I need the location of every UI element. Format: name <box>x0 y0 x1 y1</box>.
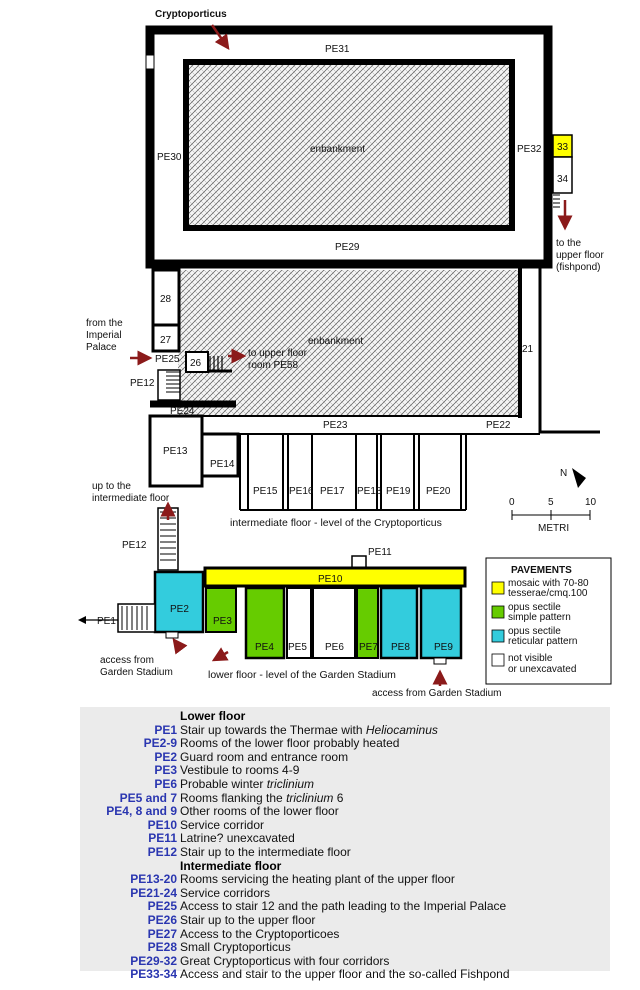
legend-row <box>80 928 510 942</box>
legend-code: PE1 <box>154 722 177 737</box>
legend-code: PE2-9 <box>143 736 177 751</box>
note-upper-floor-3: (fishpond) <box>556 262 601 273</box>
note-imperial-3: Palace <box>86 342 117 353</box>
legend-row <box>80 737 510 751</box>
legend-description <box>180 724 510 738</box>
legend-code: PE10 <box>147 817 177 832</box>
stair-34-steps <box>553 195 560 207</box>
legend-row <box>80 805 510 819</box>
legend-row <box>80 764 510 778</box>
pavements-title: PAVEMENTS <box>511 565 572 576</box>
label-embankment-lower: enbankment <box>308 336 364 347</box>
legend-desc-text-before: Stair up towards the Thermae with <box>180 722 366 737</box>
legend-description <box>180 792 510 806</box>
legend-code: PE28 <box>147 940 177 955</box>
note-upper-floor-1: to the <box>556 238 582 249</box>
legend-description <box>180 955 510 969</box>
legend-desc-text-before: Rooms flanking the <box>180 790 287 805</box>
legend-row <box>80 941 510 955</box>
legend-desc-text-before: Vestibule to rooms 4-9 <box>180 763 300 778</box>
note-upper-floor-2: upper floor <box>556 250 604 261</box>
label-pe24: PE24 <box>170 406 195 417</box>
legend-desc-italic: triclinium <box>286 790 334 805</box>
legend-code: PE29-32 <box>130 953 177 968</box>
label-pe1: PE1 <box>97 616 116 627</box>
legend-description <box>180 832 510 846</box>
label-pe31: PE31 <box>325 44 350 55</box>
legend-code: PE12 <box>147 844 177 859</box>
note-access2: access from Garden Stadium <box>372 688 502 699</box>
legend-description <box>180 737 510 751</box>
corridor-pe21 <box>518 264 522 418</box>
label-pe9: PE9 <box>434 642 453 653</box>
legend-desc-text-before: Access to the Cryptoporticoes <box>180 926 340 941</box>
legend-code: PE3 <box>154 763 177 778</box>
title-cryptoporticus: Cryptoporticus <box>155 9 227 20</box>
legend-desc-text-before: Service corridor <box>180 817 265 832</box>
legend-desc-text-before: Latrine? unexcavated <box>180 831 295 846</box>
pav-2-l1: opus sectile <box>508 602 561 613</box>
legend-code: PE33-34 <box>130 967 177 982</box>
label-28: 28 <box>160 294 172 305</box>
legend-row <box>80 846 510 860</box>
label-pe12-lower: PE12 <box>122 540 147 551</box>
legend-heading-row <box>80 710 510 724</box>
swatch-mosaic <box>492 582 504 594</box>
swatch-simple <box>492 606 504 618</box>
note-room58-2: room PE58 <box>248 360 299 371</box>
legend-description <box>180 900 510 914</box>
outer-right-wall <box>540 264 600 432</box>
north-arrow-icon <box>572 468 586 488</box>
pav-1-l2: tesserae/cmq.100 <box>508 588 588 599</box>
note-room58-1: to upper floor <box>248 348 307 359</box>
label-27: 27 <box>160 335 172 346</box>
label-pe3: PE3 <box>213 616 232 627</box>
legend-desc-text-after: 6 <box>333 790 344 805</box>
legend-desc-italic: Heliocaminus <box>365 722 438 737</box>
label-pe23: PE23 <box>323 420 348 431</box>
pav-3-l1: opus sectile <box>508 626 561 637</box>
swatch-not-visible <box>492 654 504 666</box>
label-pe13: PE13 <box>163 446 188 457</box>
caption-lower-level: lower floor - level of the Garden Stadium <box>208 669 396 681</box>
swatch-reticular <box>492 630 504 642</box>
label-pe30: PE30 <box>157 152 182 163</box>
label-34: 34 <box>557 174 569 185</box>
legend-row <box>80 724 510 738</box>
legend-row <box>80 900 510 914</box>
legend-code: PE26 <box>147 912 177 927</box>
legend-description <box>180 778 510 792</box>
note-imperial-2: Imperial <box>86 330 122 341</box>
legend-code: PE2 <box>154 749 177 764</box>
label-pe10: PE10 <box>318 574 343 585</box>
pavements-legend <box>486 558 611 684</box>
label-pe20: PE20 <box>426 486 451 497</box>
legend-code: PE21-24 <box>130 885 177 900</box>
legend-desc-text-before: Guard room and entrance room <box>180 749 349 764</box>
legend-desc-text-before: Service corridors <box>180 885 271 900</box>
label-pe11: PE11 <box>368 547 392 558</box>
note-access1-2: Garden Stadium <box>100 667 173 678</box>
label-pe25: PE25 <box>155 354 180 365</box>
label-33: 33 <box>557 142 569 153</box>
pe1-arrowhead <box>78 616 86 624</box>
legend-desc-text-before: Access and stair to the upper floor and the so-called Fishpond <box>180 967 510 982</box>
label-pe4: PE4 <box>255 642 274 653</box>
legend-description <box>180 968 510 982</box>
legend-row <box>80 819 510 833</box>
pav-2-l2: simple pattern <box>508 612 571 623</box>
label-pe29: PE29 <box>335 242 360 253</box>
stair-12-upper <box>158 370 180 400</box>
legend-desc-text-before: Stair up to the upper floor <box>180 912 316 927</box>
label-26: 26 <box>190 358 202 369</box>
label-pe17: PE17 <box>320 486 345 497</box>
note-access1-1: access from <box>100 655 154 666</box>
legend-desc-text-before: Great Cryptoporticus with four corridors <box>180 953 390 968</box>
legend-row <box>80 832 510 846</box>
label-pe16: PE16 <box>289 486 314 497</box>
legend-heading: Intermediate floor <box>180 858 282 873</box>
pav-4-l1: not visible <box>508 653 553 664</box>
legend-description <box>180 914 510 928</box>
upper-wall-window <box>146 55 154 69</box>
legend-description <box>180 941 510 955</box>
note-intermediate-1: up to the <box>92 481 131 492</box>
legend-code: PE27 <box>147 926 177 941</box>
legend-row <box>80 887 510 901</box>
scale-bar <box>512 510 590 520</box>
label-pe6: PE6 <box>325 642 344 653</box>
scale-tick-5: 5 <box>548 497 554 508</box>
room-pe15-20-walls <box>240 434 466 510</box>
legend-row <box>80 914 510 928</box>
legend-heading: Lower floor <box>180 709 246 723</box>
legend-row <box>80 968 510 982</box>
legend-code: PE25 <box>147 899 177 914</box>
room-legend <box>80 707 610 982</box>
label-21: 21 <box>522 344 534 355</box>
pav-1-l1: mosaic with 70-80 <box>508 578 589 589</box>
legend-description <box>180 873 510 887</box>
scale-unit: METRI <box>538 523 570 534</box>
legend-description <box>180 887 510 901</box>
legend-desc-italic: triclinium <box>266 776 315 791</box>
label-pe2: PE2 <box>170 604 189 615</box>
legend-desc-text-before: Rooms of the lower floor probably heated <box>180 736 400 751</box>
legend-description <box>180 805 510 819</box>
note-imperial-1: from the <box>86 318 123 329</box>
legend-desc-text-before: Access to stair 12 and the path leading to the Imperial Palace <box>180 899 507 914</box>
label-pe18: PE18 <box>357 486 382 497</box>
note-intermediate-2: intermediate floor <box>92 493 170 504</box>
legend-description <box>180 819 510 833</box>
caption-intermediate-level: intermediate floor - level of the Cryptoporticus <box>230 517 442 529</box>
room-pe2-cyan <box>155 572 203 632</box>
legend-code: PE13-20 <box>130 872 177 887</box>
label-pe14: PE14 <box>210 459 235 470</box>
label-pe8: PE8 <box>391 642 410 653</box>
legend-code: PE5 and 7 <box>119 790 177 805</box>
north-label: N <box>560 468 568 479</box>
legend-row <box>80 792 510 806</box>
label-pe15: PE15 <box>253 486 278 497</box>
label-embankment-upper: enbankment <box>310 144 366 155</box>
scale-tick-0: 0 <box>509 497 515 508</box>
legend-description <box>180 928 510 942</box>
legend-code: PE4, 8 and 9 <box>106 804 177 819</box>
scale-tick-10: 10 <box>585 497 597 508</box>
label-pe7: PE7 <box>359 642 378 653</box>
label-pe5: PE5 <box>288 642 307 653</box>
label-pe32: PE32 <box>517 144 542 155</box>
legend-description <box>180 751 510 765</box>
legend-row <box>80 778 510 792</box>
label-pe12-upper: PE12 <box>130 378 155 389</box>
legend-code: PE11 <box>148 831 177 846</box>
latrine-pe11 <box>352 556 366 568</box>
legend-description <box>180 846 510 860</box>
label-pe22: PE22 <box>486 420 511 431</box>
legend-row <box>80 751 510 765</box>
pe2-entrance <box>166 632 178 638</box>
legend-desc-text-before: Other rooms of the lower floor <box>180 804 339 819</box>
pav-4-l2: or unexcavated <box>508 664 577 675</box>
pav-3-l2: reticular pattern <box>508 636 578 647</box>
legend-desc-text-before: Small Cryptoporticus <box>180 940 291 955</box>
legend-description <box>180 764 510 778</box>
legend-code: PE6 <box>154 776 177 791</box>
legend-desc-text-before: Probable winter <box>180 776 267 791</box>
legend-heading-row <box>80 860 510 874</box>
legend-desc-text-before: Stair up to the intermediate floor <box>180 844 351 859</box>
legend-desc-text-before: Rooms servicing the heating plant of the upper floor <box>180 872 455 887</box>
pe9-entrance <box>434 658 446 664</box>
legend-row <box>80 873 510 887</box>
legend-row <box>80 955 510 969</box>
label-pe19: PE19 <box>386 486 411 497</box>
